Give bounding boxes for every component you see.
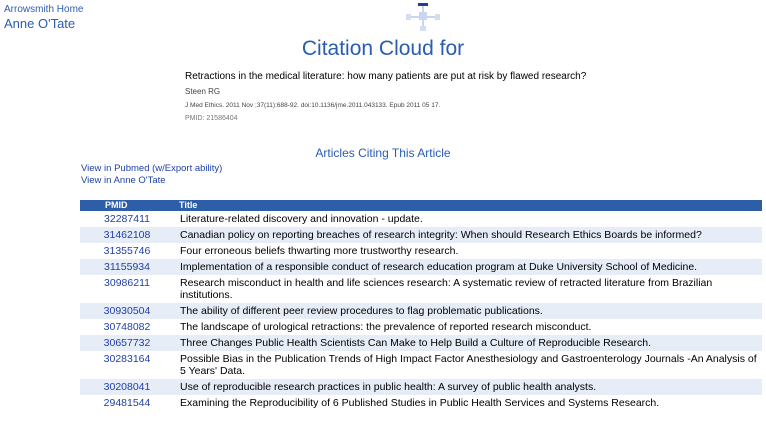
- top-nav: [4, 4, 83, 31]
- pmid-link[interactable]: 30986211: [104, 277, 150, 289]
- pmid-cell: [80, 379, 174, 395]
- pmid-link[interactable]: 30930504: [103, 305, 151, 317]
- article-title-cell: Three Changes Public Health Scientists Can Make to Help Build a Culture of Reproducible Research.: [174, 335, 762, 351]
- table-row: [80, 335, 762, 351]
- table-row: [80, 227, 762, 243]
- pmid-link[interactable]: 31155934: [104, 261, 150, 273]
- page-title: Citation Cloud for: [301, 37, 465, 60]
- article-pmid: PMID: 21586404: [185, 115, 238, 122]
- pmid-cell: [80, 395, 174, 411]
- arrowsmith-home-link[interactable]: Arrowsmith Home: [4, 4, 84, 15]
- article-title-cell: The ability of different peer review procedures to flag problematic publications.: [174, 303, 762, 319]
- column-header-pmid: PMID: [80, 200, 174, 211]
- pmid-link[interactable]: 30748082: [103, 321, 151, 333]
- pmid-link[interactable]: 31462108: [103, 229, 151, 241]
- pmid-cell: [80, 319, 174, 335]
- citation-cloud-logo-icon: [404, 3, 442, 31]
- pmid-link[interactable]: 30283164: [103, 353, 151, 365]
- article-journal: J Med Ethics. 2011 Nov ;37(11):688-92. doi:10.1136/jme.2011.043133. Epub 2011 05 17.: [185, 102, 441, 109]
- table-row: [80, 259, 762, 275]
- pmid-cell: [80, 275, 174, 303]
- pmid-cell: [80, 211, 174, 227]
- article-title-cell: Four erroneous beliefs thwarting more trustworthy research.: [174, 243, 762, 259]
- article-authors: Steen RG: [185, 87, 221, 96]
- article-title: Retractions in the medical literature: how many patients are put at risk by flawed research?: [185, 71, 587, 82]
- table-row: [80, 211, 762, 227]
- table-row: [80, 379, 762, 395]
- table-row: [80, 319, 762, 335]
- view-links: [81, 163, 222, 187]
- table-row: [80, 395, 762, 411]
- view-in-anne-otate-link[interactable]: View in Anne O'Tate: [81, 175, 166, 186]
- pmid-cell: [80, 351, 174, 379]
- view-in-pubmed-link[interactable]: View in Pubmed (w/Export ability): [81, 163, 223, 174]
- article-title-cell: Literature-related discovery and innovation - update.: [174, 211, 762, 227]
- article-title-cell: Canadian policy on reporting breaches of research integrity: When should Research Ethics Boards be informed?: [174, 227, 762, 243]
- pmid-cell: [80, 335, 174, 351]
- article-title-cell: Implementation of a responsible conduct of research education program at Duke University School of Medicine.: [174, 259, 762, 275]
- pmid-cell: [80, 259, 174, 275]
- pmid-link[interactable]: 32287411: [104, 213, 150, 225]
- citing-articles-table: [80, 200, 762, 411]
- article-title-cell: Use of reproducible research practices in public health: A survey of public health analysts.: [174, 379, 762, 395]
- article-title-cell: Examining the Reproducibility of 6 Published Studies in Public Health Services and Systems Research.: [174, 395, 762, 411]
- pmid-cell: [80, 227, 174, 243]
- article-title-cell: Research misconduct in health and life sciences research: A systematic review of retracted literature from Brazilian institutions.: [174, 275, 762, 303]
- table-row: [80, 275, 762, 303]
- article-title-cell: The landscape of urological retractions: the prevalence of reported research misconduct.: [174, 319, 762, 335]
- pmid-cell: [80, 243, 174, 259]
- pmid-link[interactable]: 30657732: [103, 337, 151, 349]
- section-title: Articles Citing This Article: [315, 146, 451, 160]
- pmid-cell: [80, 303, 174, 319]
- table-row: [80, 351, 762, 379]
- column-header-title: Title: [174, 200, 762, 211]
- pmid-link[interactable]: 30208041: [103, 381, 151, 393]
- pmid-link[interactable]: 29481544: [103, 397, 151, 409]
- article-title-cell: Possible Bias in the Publication Trends of High Impact Factor Anesthesiology and Gastroenterology Journals -An Analysis of 5 Years' Data.: [174, 351, 762, 379]
- article-info: [185, 70, 745, 123]
- table-header-row: [80, 200, 762, 211]
- table-row: [80, 303, 762, 319]
- table-row: [80, 243, 762, 259]
- anne-otate-link[interactable]: Anne O'Tate: [4, 16, 76, 31]
- pmid-link[interactable]: 31355746: [103, 245, 151, 257]
